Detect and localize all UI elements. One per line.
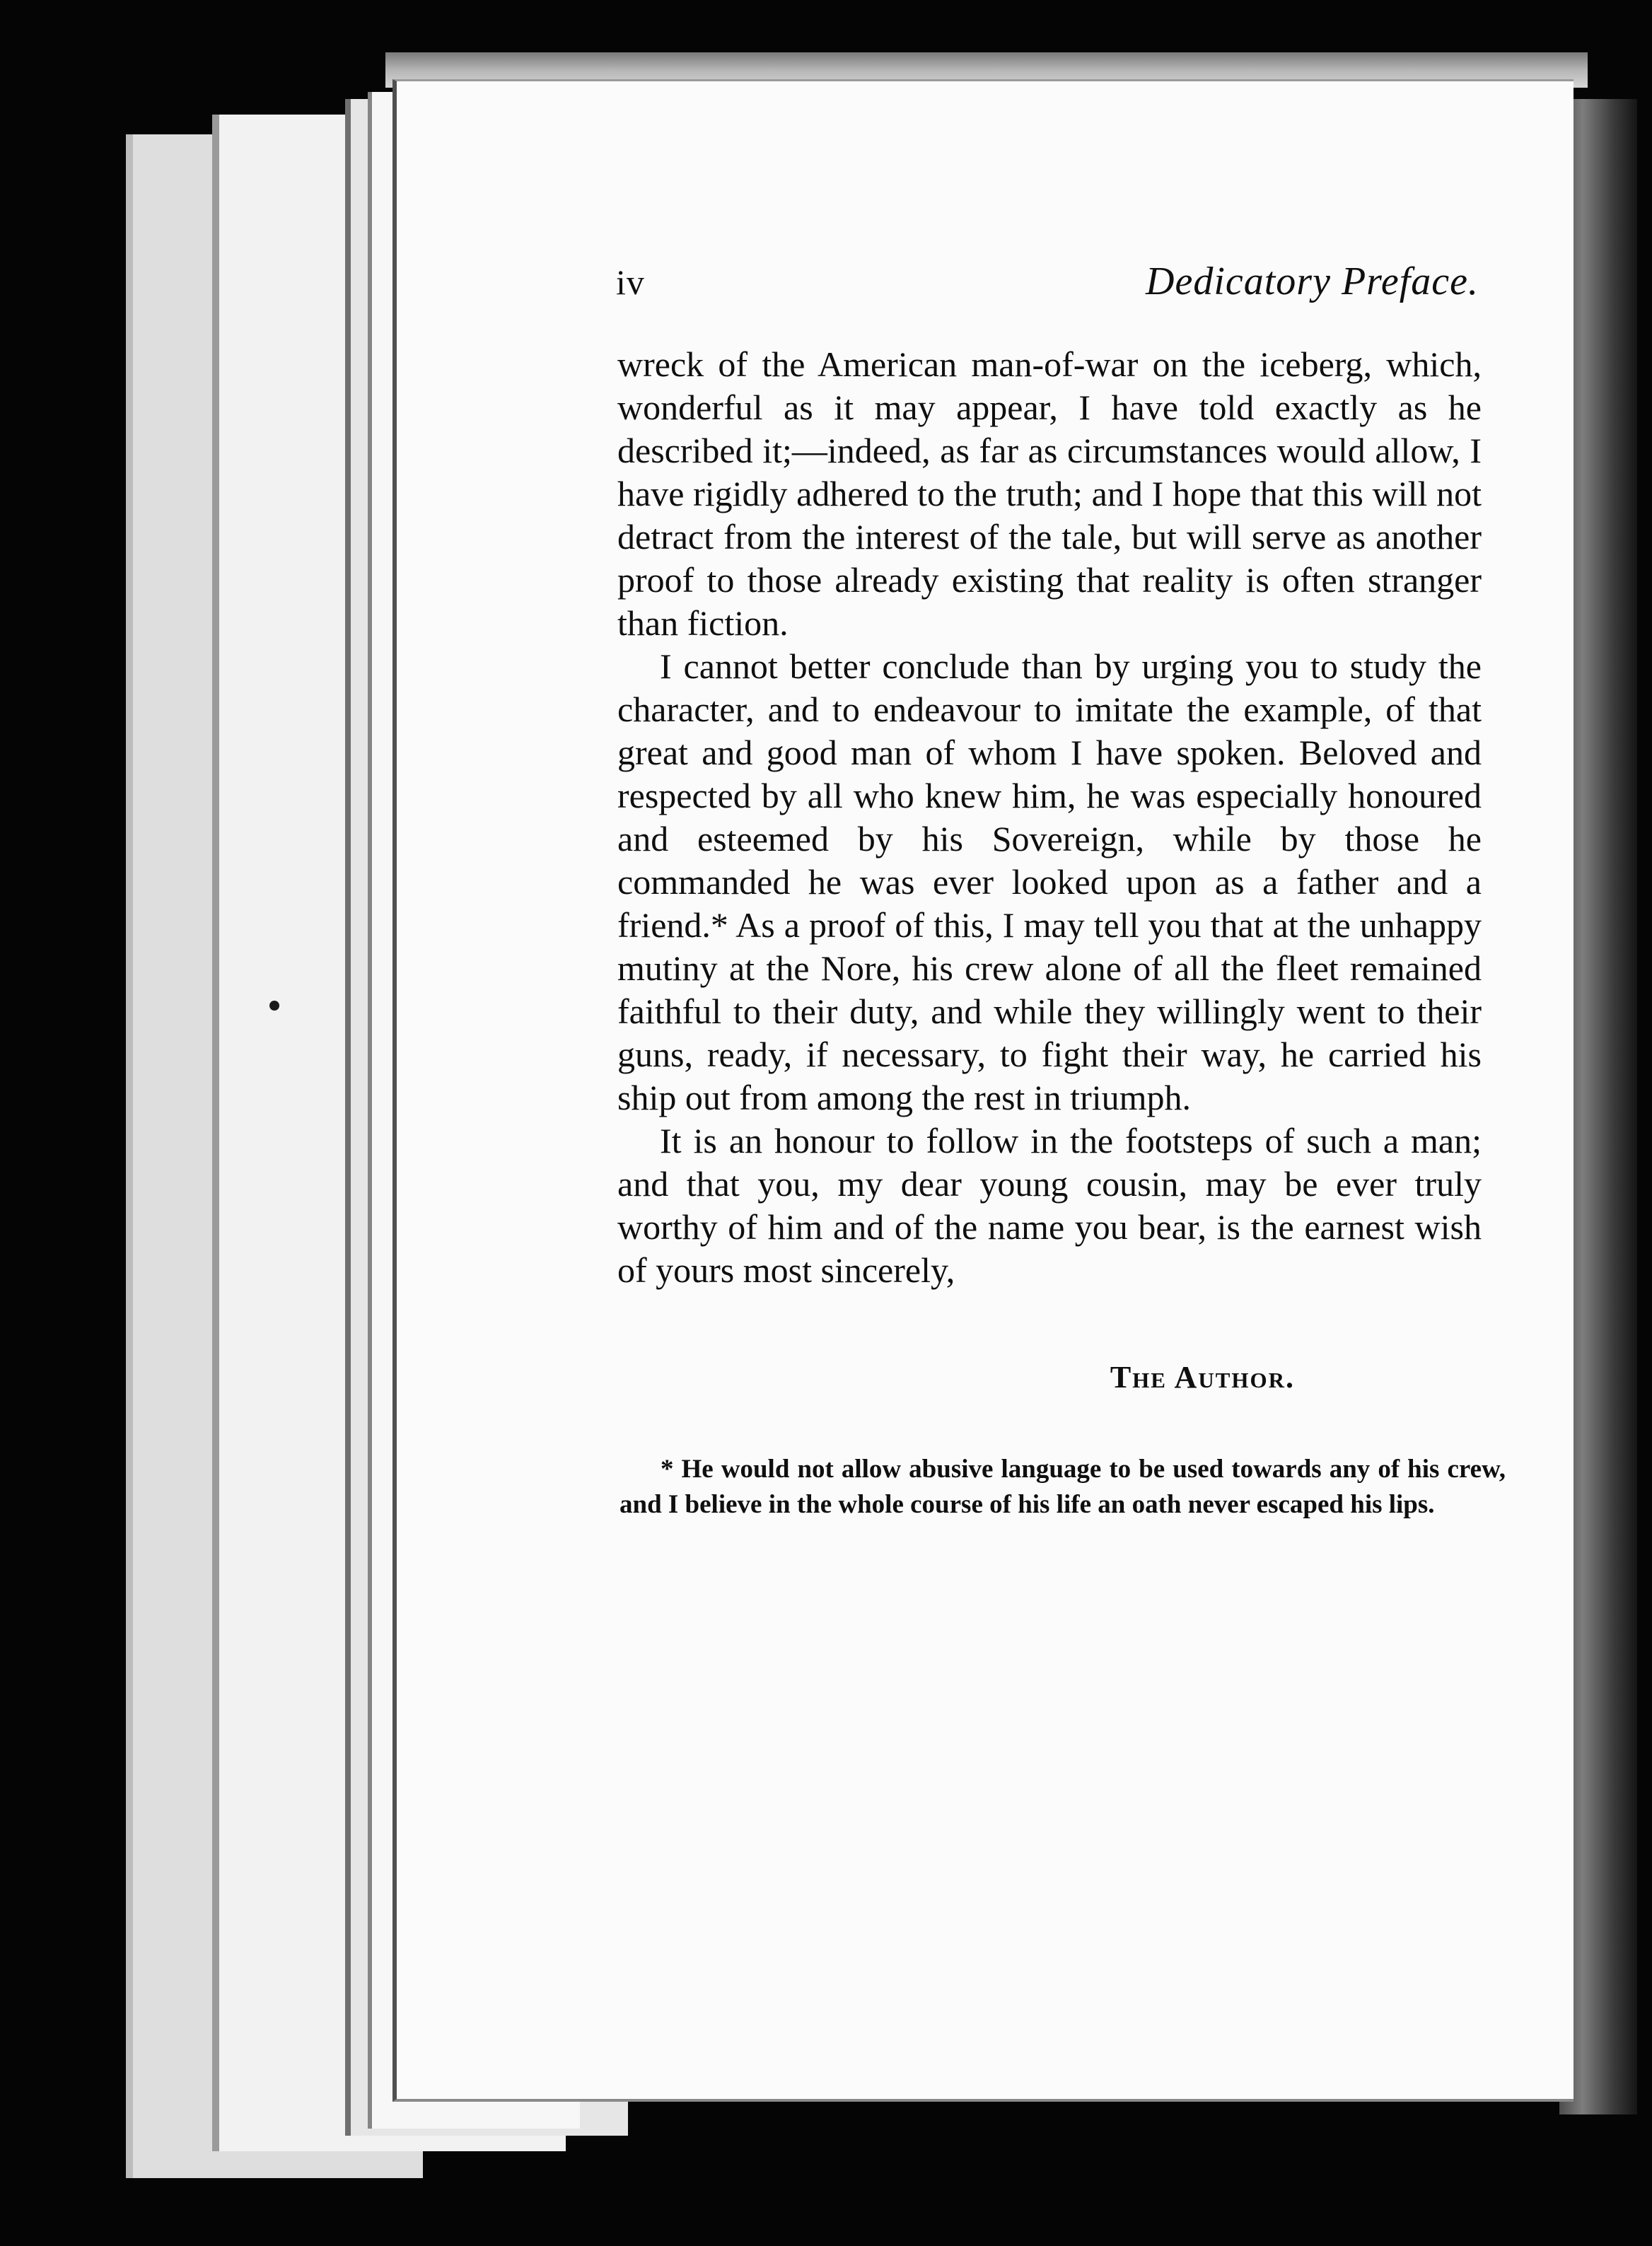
paragraph-2: I cannot better conclude than by urging you to study the character, and to endeavour to imitate the example, of that great and good man of whom I have spoken. Beloved and respected by all who knew him, he was especially honoured and esteemed by his Sovereign, while by those he commanded he was ever looked upon as a father and a friend.* As a proof of this, I may tell you that at the unhappy mutiny at the Nore, his crew alone of all the fleet remained faithful to their duty, and while they willingly went to their guns, ready, if necessary, to fight their way, he carried his ship out from among the rest in triumph.: [617, 646, 1482, 1117]
footnote: * He would not allow abusive language to be used towards any of his crew, and I believe in the whole course of his life an oath never escaped his lips.: [620, 1455, 1506, 1519]
body-text: [617, 343, 1482, 1292]
ink-speck: [269, 1001, 279, 1011]
paragraph-1: wreck of the American man-of-war on the iceberg, which, wonderful as it may appear, I have told exactly as he described it;—indeed, as far as circumstances would allow, I have rigidly adhered to the truth; and I hope that this will not detract from the interest of the tale, but will serve as another proof to those already existing that reality is often stranger than fiction.: [617, 344, 1482, 643]
page-number: iv: [616, 262, 645, 302]
author-signature: The Author.: [1110, 1360, 1295, 1395]
running-head: Dedicatory Preface.: [1146, 260, 1479, 303]
paragraph-3: It is an honour to follow in the footsteps of such a man; and that you, my dear young cousin, may be ever truly worthy of him and of the name you bear, is the earnest wish of yours most sincerely,: [617, 1121, 1482, 1290]
page-header: [616, 262, 1479, 332]
book-page: [392, 79, 1574, 2102]
